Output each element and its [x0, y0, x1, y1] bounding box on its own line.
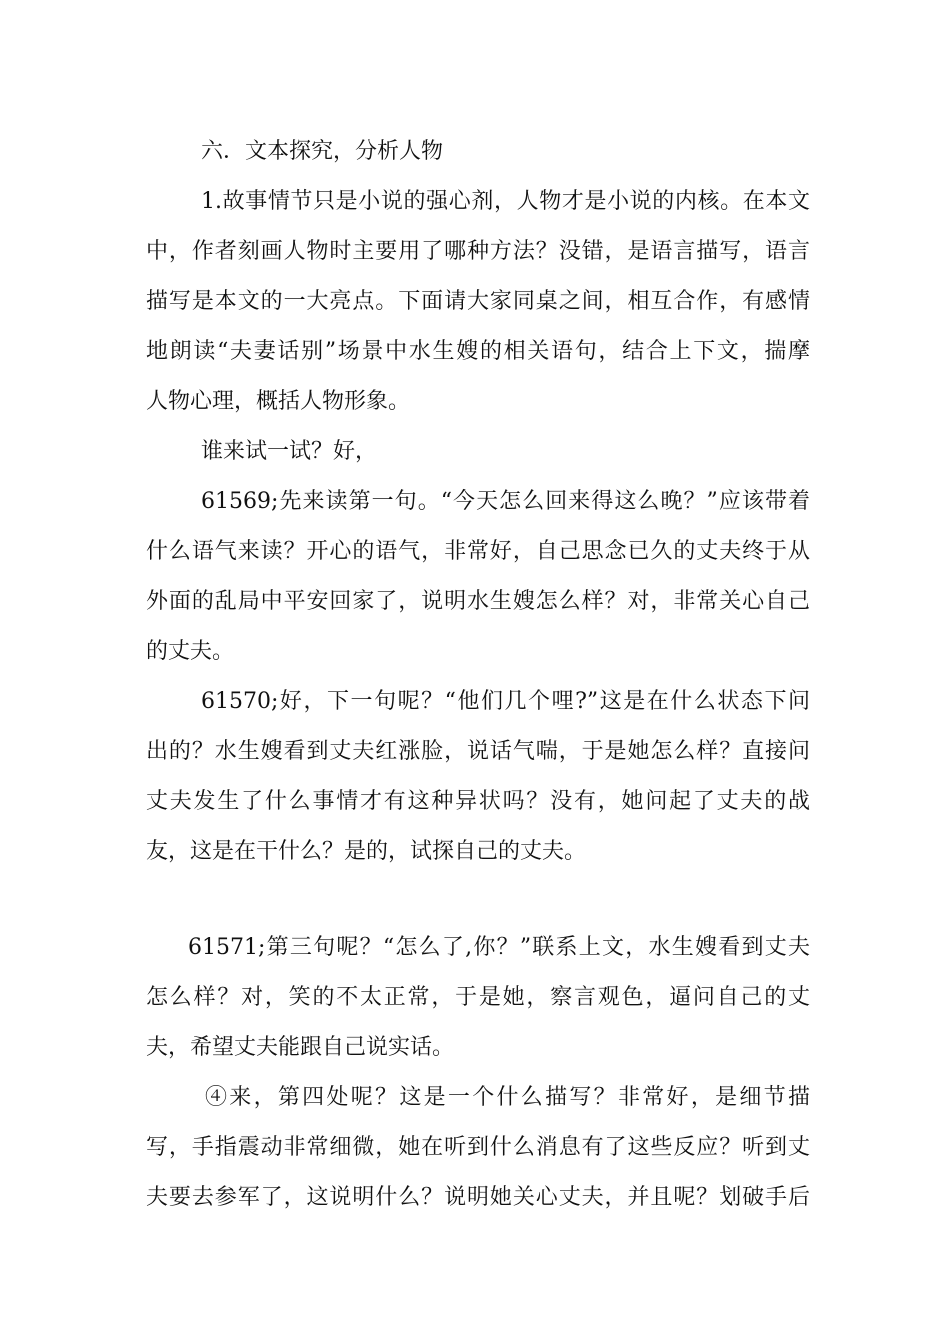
paragraph-6-line-1: ④来，第四处呢？这是一个什么描写？非常好，是细节描 [205, 1085, 810, 1110]
paragraph-1-line-1: 1.故事情节只是小说的强心剂，人物才是小说的内核。在本文 [201, 189, 810, 214]
paragraph-4-line-2: 出的？水生嫂看到丈夫红涨脸，说话气喘，于是她怎么样？直接问 [146, 739, 810, 764]
paragraph-6-line-2: 写，手指震动非常细微，她在听到什么消息有了这些反应？听到丈 [146, 1135, 810, 1160]
paragraph-5-line-3: 夫，希望丈夫能跟自己说实话。 [146, 1035, 455, 1060]
paragraph-1-line-2: 中，作者刻画人物时主要用了哪种方法？没错，是语言描写，语言 [146, 239, 810, 264]
paragraph-1-line-3: 描写是本文的一大亮点。下面请大家同桌之间，相互合作，有感情 [146, 289, 810, 314]
paragraph-1-line-5: 人物心理，概括人物形象。 [146, 389, 411, 414]
paragraph-4-line-1: 61570;好，下一句呢？“他们几个哩?”这是在什么状态下问 [201, 689, 810, 714]
paragraph-3-line-3: 外面的乱局中平安回家了，说明水生嫂怎么样？对，非常关心自己 [146, 589, 810, 614]
paragraph-6-line-3: 夫要去参军了，这说明什么？说明她关心丈夫，并且呢？划破手后 [146, 1185, 810, 1210]
paragraph-1-line-4: 地朗读“夫妻话别”场景中水生嫂的相关语句，结合上下文，揣摩 [146, 339, 810, 364]
paragraph-2-line-1: 谁来试一试？好， [201, 439, 378, 464]
paragraph-5-line-2: 怎么样？对，笑的不太正常，于是她，察言观色，逼问自己的丈 [146, 985, 810, 1010]
section-heading: 六．文本探究，分析人物 [201, 139, 444, 164]
paragraph-3-line-2: 什么语气来读？开心的语气，非常好，自己思念已久的丈夫终于从 [146, 539, 810, 564]
paragraph-3-line-4: 的丈夫。 [146, 639, 235, 664]
paragraph-3-line-1: 61569;先来读第一句。“今天怎么回来得这么晚？”应该带着 [201, 489, 810, 514]
paragraph-5-line-1: 61571;第三句呢？“怎么了,你？”联系上文，水生嫂看到丈夫 [188, 935, 810, 960]
paragraph-4-line-4: 友，这是在干什么？是的，试探自己的丈夫。 [146, 839, 587, 864]
paragraph-4-line-3: 丈夫发生了什么事情才有这种异状吗？没有，她问起了丈夫的战 [146, 789, 810, 814]
